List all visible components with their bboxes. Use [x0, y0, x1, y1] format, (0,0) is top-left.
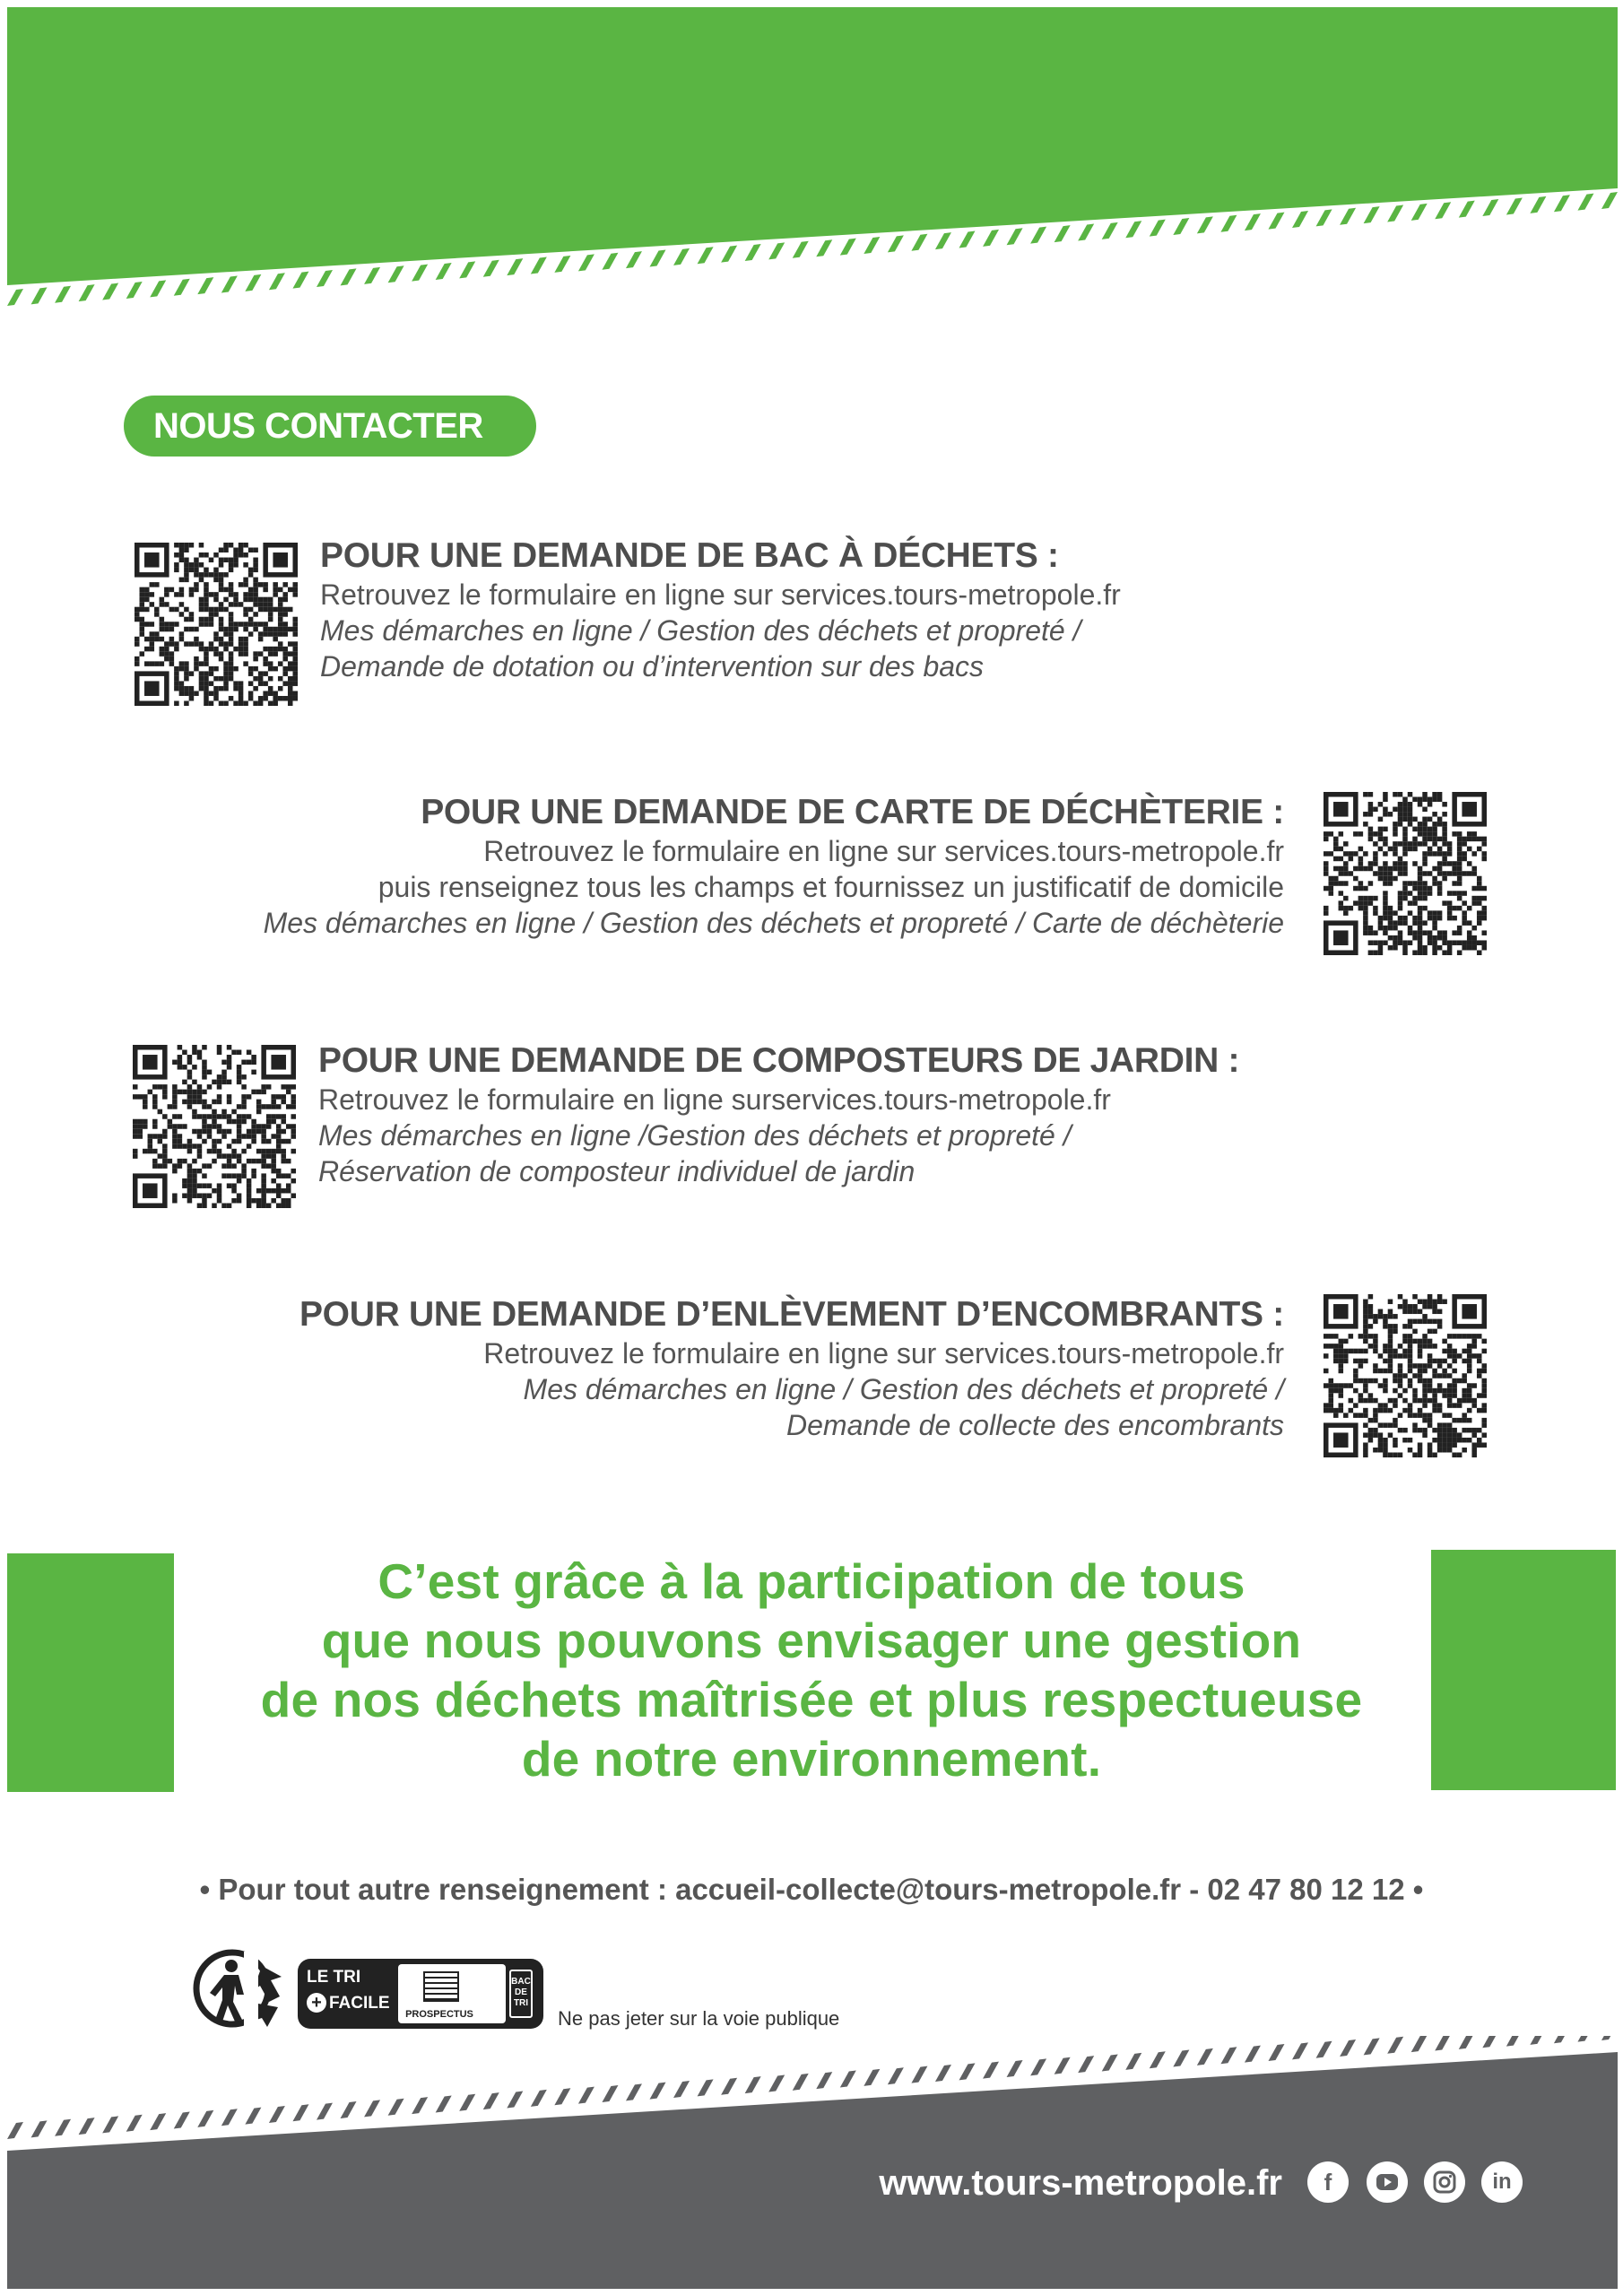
- band-dash: [1197, 2048, 1213, 2066]
- band-dash: [459, 2094, 475, 2111]
- band-dash: [959, 231, 975, 248]
- band-dash: [221, 275, 238, 292]
- section-carte-decheterie: [179, 792, 1284, 941]
- band-dash: [1078, 2056, 1094, 2073]
- band-dash: [1554, 2036, 1570, 2043]
- band-dash: [341, 2101, 357, 2118]
- band-dash: [1125, 221, 1141, 238]
- bac-de-tri-label: BAC DE TRI: [511, 1977, 531, 2008]
- band-dash: [935, 232, 951, 249]
- band-dash: [1292, 211, 1308, 228]
- band-dash: [126, 2115, 143, 2132]
- band-dash: [1601, 2036, 1618, 2040]
- section-heading: POUR UNE DEMANDE DE BAC À DÉCHETS :: [320, 536, 1059, 575]
- section-path: Mes démarches en ligne / Gestion des déchets et propreté /: [523, 1373, 1284, 1405]
- band-dash: [840, 2071, 856, 2088]
- band-dash: [1411, 204, 1428, 221]
- band-dash: [698, 247, 714, 264]
- band-dash: [911, 234, 927, 251]
- band-dash: [816, 2072, 832, 2089]
- band-dash: [1506, 2036, 1523, 2047]
- section-path: Demande de dotation ou d’intervention sur des bacs: [320, 650, 985, 683]
- band-dash: [126, 282, 143, 299]
- band-dash: [1007, 228, 1023, 245]
- band-dash: [1364, 206, 1380, 223]
- band-dash: [1506, 197, 1523, 214]
- band-dash: [269, 273, 285, 290]
- recycling-bin-icon: [509, 1970, 533, 2018]
- band-dash: [1173, 218, 1189, 235]
- linkedin-glyph: in: [1492, 2170, 1512, 2194]
- band-dash: [388, 2099, 404, 2116]
- band-dash: [1268, 213, 1284, 230]
- le-tri-facile-logo: [298, 1959, 543, 2029]
- band-dash: [888, 235, 904, 252]
- band-dash: [31, 2120, 48, 2137]
- slogan-line: C’est grâce à la participation de tous: [378, 1553, 1245, 1609]
- section-line: Retrouvez le formulaire en ligne sur services.tours-metropole.fr: [320, 578, 1121, 611]
- band-dash: [1055, 2057, 1071, 2074]
- letri-line2: [307, 1993, 390, 2013]
- section-path: Réservation de composteur individuel de jardin: [318, 1155, 916, 1187]
- section-line: Retrouvez le formulaire en ligne sur services.tours-metropole.fr: [483, 835, 1284, 867]
- band-dash: [292, 272, 308, 289]
- prospectus-pictogram: [398, 1964, 506, 2023]
- band-dash: [554, 2088, 570, 2105]
- band-dash: [412, 265, 428, 282]
- band-dash: [1078, 223, 1094, 240]
- band-dash: [1601, 192, 1618, 209]
- qr-code-bac-dechets[interactable]: [135, 543, 298, 706]
- band-dash: [197, 2110, 213, 2127]
- section-line: Retrouvez le formulaire en ligne surservices.tours-metropole.fr: [318, 1083, 1111, 1116]
- band-dash: [245, 2108, 261, 2125]
- band-dash: [983, 230, 999, 247]
- band-dash: [7, 289, 23, 306]
- band-dash: [1030, 227, 1046, 244]
- band-dash: [793, 241, 809, 258]
- slogan-line: que nous pouvons envisager une gestion: [321, 1613, 1302, 1668]
- band-dash: [1577, 194, 1593, 211]
- section-encombrants: [179, 1294, 1284, 1443]
- band-dash: [317, 270, 333, 287]
- band-dash: [578, 2087, 595, 2104]
- band-dash: [221, 2109, 238, 2126]
- section-path: Mes démarches en ligne /Gestion des déchets et propreté /: [318, 1119, 1072, 1152]
- plus-icon: +: [307, 1993, 326, 2013]
- prospectus-icon: [423, 1971, 459, 2002]
- band-dash: [1102, 2054, 1118, 2071]
- band-dash: [150, 280, 166, 297]
- band-dash: [1340, 208, 1356, 225]
- band-dash: [888, 2067, 904, 2084]
- website-link[interactable]: www.tours-metropole.fr: [879, 2163, 1282, 2203]
- slogan-line: de nos déchets maîtrisée et plus respectueuse: [260, 1672, 1363, 1727]
- band-dash: [1387, 2037, 1403, 2054]
- band-dash: [935, 2065, 951, 2082]
- band-dash: [507, 258, 523, 275]
- band-dash: [1007, 2060, 1023, 2077]
- band-dash: [483, 260, 499, 277]
- band-dash: [1292, 2042, 1308, 2059]
- slogan: [179, 1552, 1444, 1788]
- band-dash: [626, 251, 642, 268]
- band-dash: [1482, 199, 1498, 216]
- section-path: Demande de collecte des encombrants: [786, 1409, 1284, 1441]
- band-dash: [578, 254, 595, 271]
- contact-section-badge: NOUS CONTACTER: [124, 396, 536, 457]
- band-dash: [1102, 222, 1118, 239]
- band-dash: [436, 263, 452, 280]
- band-dash: [602, 2085, 618, 2102]
- band-dash: [745, 244, 761, 261]
- band-dash: [364, 267, 380, 284]
- band-dash: [507, 2092, 523, 2109]
- band-dash: [1125, 2053, 1141, 2070]
- band-dash: [31, 287, 48, 304]
- section-path: Mes démarches en ligne / Gestion des déchets et propreté / Carte de déchèterie: [263, 907, 1284, 939]
- band-dash: [698, 2079, 714, 2096]
- qr-code-composteurs[interactable]: [133, 1045, 296, 1208]
- band-dash: [531, 2090, 547, 2107]
- band-dash: [388, 265, 404, 283]
- prospectus-label: PROSPECTUS: [405, 2009, 473, 2020]
- band-dash: [983, 2062, 999, 2079]
- band-dash: [1030, 2058, 1046, 2075]
- band-dash: [1150, 2051, 1166, 2068]
- section-heading: POUR UNE DEMANDE DE CARTE DE DÉCHÈTERIE :: [421, 793, 1284, 831]
- band-dash: [1173, 2050, 1189, 2067]
- band-dash: [1411, 2036, 1428, 2052]
- band-dash: [1245, 2046, 1261, 2063]
- band-dash: [1435, 2036, 1451, 2050]
- section-line: puis renseignez tous les champs et fournissez un justificatif de domicile: [378, 871, 1284, 903]
- band-dash: [341, 268, 357, 285]
- band-dash: [768, 2074, 785, 2092]
- letri-line1: LE TRI: [307, 1968, 361, 1987]
- band-dash: [554, 256, 570, 273]
- band-dash: [650, 249, 666, 266]
- section-path: Mes démarches en ligne / Gestion des déchets et propreté /: [320, 614, 1081, 647]
- facebook-icon[interactable]: [1307, 2161, 1349, 2203]
- header-green-band: [0, 0, 1623, 309]
- band-dash: [317, 2103, 333, 2120]
- letri-line2-text: FACILE: [329, 1994, 390, 2013]
- facebook-glyph: f: [1324, 2169, 1332, 2196]
- band-dash: [55, 2119, 71, 2136]
- band-dash: [793, 2074, 809, 2091]
- band-dash: [269, 2106, 285, 2123]
- decorative-green-block-left: [7, 1553, 174, 1792]
- section-composteurs: [318, 1040, 1323, 1189]
- band-dash: [1554, 195, 1570, 212]
- band-dash: [1268, 2044, 1284, 2061]
- band-dash: [1055, 225, 1071, 242]
- band-dash: [1530, 2036, 1546, 2045]
- instagram-icon[interactable]: [1424, 2161, 1465, 2203]
- band-dash: [79, 2118, 95, 2135]
- band-dash: [864, 2069, 880, 2086]
- band-dash: [840, 239, 856, 256]
- band-dash: [864, 237, 880, 254]
- band-dash: [7, 2122, 23, 2139]
- band-dash: [673, 248, 690, 265]
- litter-notice: Ne pas jeter sur la voie publique: [558, 2007, 840, 2030]
- bac-de-tri-pictogram: [508, 1964, 536, 2022]
- band-dash: [650, 2083, 666, 2100]
- band-dash: [1364, 2038, 1380, 2055]
- band-dash: [55, 286, 71, 303]
- band-dash: [1245, 213, 1261, 230]
- decorative-green-block-right: [1431, 1550, 1616, 1790]
- band-dash: [745, 2076, 761, 2093]
- qr-code-carte-decheterie[interactable]: [1324, 792, 1487, 955]
- band-dash: [1340, 2039, 1356, 2057]
- band-dash: [1530, 196, 1546, 213]
- band-dash: [364, 2100, 380, 2117]
- section-line: Retrouvez le formulaire en ligne sur services.tours-metropole.fr: [483, 1337, 1284, 1370]
- band-dash: [102, 2116, 118, 2133]
- band-dash: [150, 2113, 166, 2130]
- band-dash: [816, 239, 832, 257]
- band-dash: [1459, 201, 1475, 218]
- band-dash: [721, 246, 737, 263]
- band-dash: [911, 2066, 927, 2083]
- qr-code-encombrants[interactable]: [1324, 1294, 1487, 1457]
- band-dash: [768, 242, 785, 259]
- band-dash: [1316, 209, 1332, 226]
- band-dash: [602, 253, 618, 270]
- band-dash: [459, 261, 475, 278]
- band-dash: [79, 284, 95, 301]
- band-dash: [292, 2104, 308, 2121]
- slogan-line: de notre environnement.: [521, 1731, 1102, 1787]
- instagram-glyph: [1424, 2161, 1465, 2203]
- band-dash: [1220, 2047, 1237, 2064]
- section-heading: POUR UNE DEMANDE D’ENLÈVEMENT D’ENCOMBRANTS :: [299, 1295, 1284, 1334]
- youtube-icon[interactable]: [1367, 2161, 1408, 2203]
- band-dash: [626, 2083, 642, 2100]
- band-dash: [1435, 202, 1451, 219]
- band-dash: [102, 283, 118, 300]
- section-heading: POUR UNE DEMANDE DE COMPOSTEURS DE JARDIN :: [318, 1041, 1240, 1080]
- band-dash: [174, 2112, 190, 2129]
- youtube-glyph: [1367, 2161, 1408, 2203]
- band-dash: [436, 2095, 452, 2112]
- band-dash: [1220, 215, 1237, 232]
- band-dash: [721, 2078, 737, 2095]
- band-dash: [483, 2092, 499, 2109]
- linkedin-icon[interactable]: [1481, 2161, 1523, 2203]
- band-dash: [245, 274, 261, 291]
- band-dash: [1577, 2036, 1593, 2042]
- band-dash: [1150, 220, 1166, 237]
- band-dash: [1316, 2041, 1332, 2058]
- band-dash: [1459, 2036, 1475, 2049]
- band-dash: [197, 277, 213, 294]
- band-dash: [1482, 2036, 1498, 2048]
- band-dash: [531, 257, 547, 274]
- section-bac-dechets: [320, 535, 1306, 684]
- band-dash: [1197, 216, 1213, 233]
- contact-info: • Pour tout autre renseignement : accueil-collecte@tours-metropole.fr - 02 47 80 12 12 •: [199, 1873, 1424, 1906]
- band-dash: [412, 2097, 428, 2114]
- band-dash: [959, 2063, 975, 2080]
- triman-icon: [192, 1948, 291, 2029]
- band-dash: [174, 279, 190, 296]
- band-dash: [1387, 205, 1403, 222]
- band-dash: [673, 2081, 690, 2098]
